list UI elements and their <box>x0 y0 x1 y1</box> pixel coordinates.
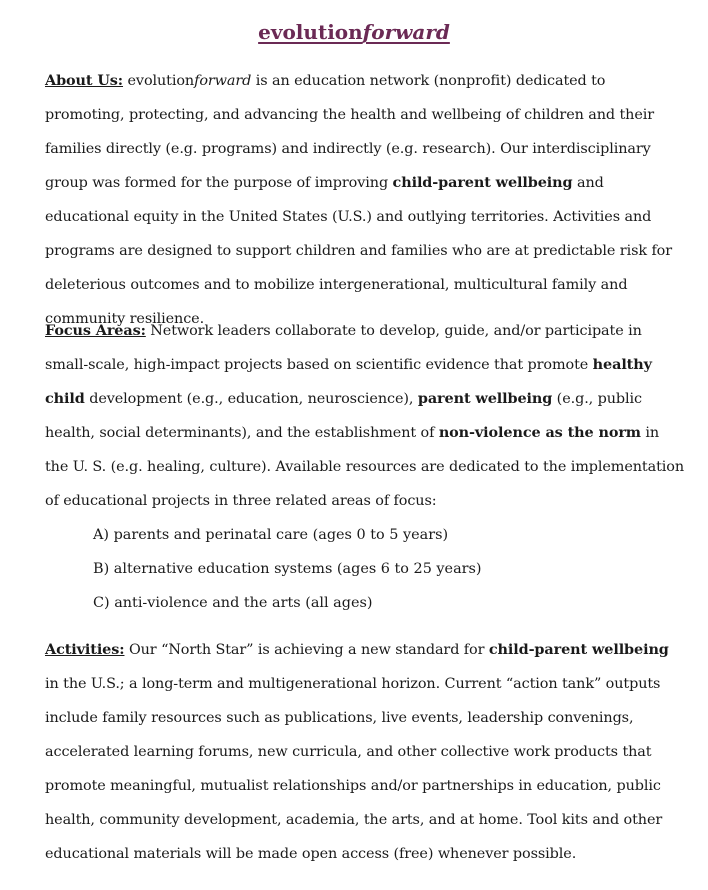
activities-text-2: in the U.S.; a long-term and multigenerational horizon. Current “action tank” outputs include family resources such as publications, live events, leadership convenings, accelerated learning forums, new curricula, and other collective work products that promote meaningful, mutualist relationships and/or partnerships in education, public health, community development, academia, the arts, and at home. Tool kits and other educational materials will be made open access (free) whenever possible. <box>45 676 663 862</box>
activities-label: Activities: <box>45 641 125 658</box>
activities-text-1: Our “North Star” is achieving a new standard for <box>124 642 489 658</box>
about-bold-1: child-parent wellbeing <box>392 174 573 191</box>
focus-bold-1: healthy child <box>45 356 652 407</box>
about-org-name-italic: forward <box>194 73 252 89</box>
focus-text-2: development (e.g., education, neuroscience), <box>84 391 418 407</box>
title-part-italic: forward <box>362 20 450 44</box>
list-item: C) anti-violence and the arts (all ages) <box>93 595 373 611</box>
focus-text-3: (e.g., public health, social determinants), and the establishment of <box>45 391 642 441</box>
list-item: B) alternative education systems (ages 6 to 25 years) <box>93 561 482 577</box>
about-text-2: and educational equity in the United States (U.S.) and outlying territories. Activities and programs are designed to support children and families who are at predictable risk for deleterious outcomes and to mobilize intergenerational, multicultural family and community resilience. <box>45 175 673 327</box>
page-title <box>0 20 708 44</box>
about-text-1: is an education network (nonprofit) dedicated to promoting, protecting, and advancing the health and wellbeing of children and their families directly (e.g. programs) and indirectly (e.g. research). Our interdisciplinary group was formed for the purpose of improving <box>45 73 655 191</box>
focus-bold-3: non-violence as the norm <box>438 424 641 441</box>
focus-bold-2: parent wellbeing <box>417 390 553 407</box>
focus-text-4: in the U. S. (e.g. healing, culture). Available resources are dedicated to the implementation of educational projects in three related areas of focus: <box>45 425 684 509</box>
focus-text-1: Network leaders collaborate to develop, guide, and/or participate in small-scale, high-impact projects based on scientific evidence that promote <box>45 323 642 373</box>
about-us-section <box>45 64 685 336</box>
title-part-regular: evolution <box>258 20 363 44</box>
focus-areas-label: Focus Areas: <box>45 322 146 339</box>
activities-bold-1: child-parent wellbeing <box>488 641 669 658</box>
about-us-label: About Us: <box>45 72 124 89</box>
focus-areas-section <box>45 314 685 518</box>
activities-section <box>45 633 685 871</box>
list-item: A) parents and perinatal care (ages 0 to 5 years) <box>93 527 449 543</box>
focus-areas-list <box>93 518 653 620</box>
about-org-name-regular: evolution <box>127 73 195 89</box>
